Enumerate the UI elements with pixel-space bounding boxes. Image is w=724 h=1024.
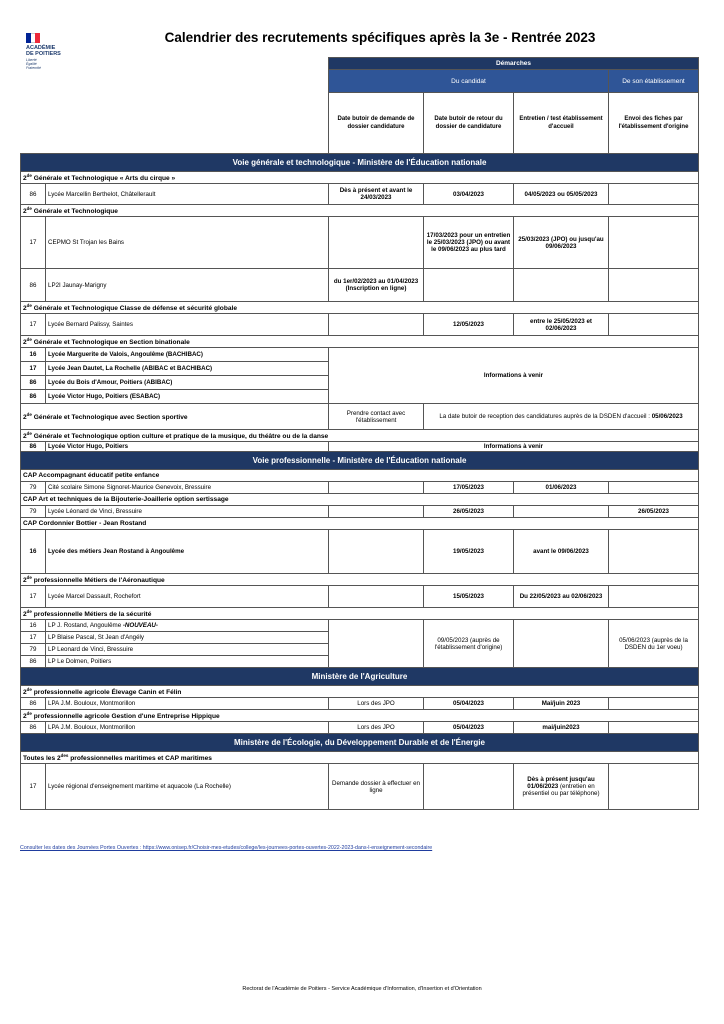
etablissement-cell: LPA J.M. Bouloux, Montmorillon — [46, 698, 329, 710]
date-retour-cell: 03/04/2023 — [424, 184, 514, 205]
category-label: Générale et Technologique Classe de défense et sécurité globale — [33, 305, 238, 313]
table-row — [21, 184, 699, 205]
date-retour-cell — [424, 269, 514, 302]
table-row — [21, 506, 699, 518]
sup-de: de — [26, 336, 32, 342]
col-envoi-fiches: Envoi des fiches par l'établissement d'origine — [609, 93, 699, 154]
date-retour-cell — [424, 764, 514, 810]
table-row — [21, 404, 699, 430]
date-retour-cell: 09/05/2023 (auprès de l'établissement d'origine) — [424, 620, 514, 668]
etablissement-cell: Lycée Bernard Palissy, Saintes — [46, 314, 329, 336]
envoi-fiches-cell — [609, 314, 699, 336]
envoi-fiches-cell: 05/06/2023 (auprès de la DSDEN du 1er voeu) — [609, 620, 699, 668]
table-row — [21, 764, 699, 810]
dept-cell: 86 — [21, 722, 46, 734]
sup-de: de — [26, 574, 32, 580]
etablissement-cell: Lycée des métiers Jean Rostand à Angoulême — [46, 530, 329, 574]
dept-cell: 79 — [21, 644, 46, 656]
table-row — [21, 722, 699, 734]
section-voie-professionnelle: Voie professionnelle - Ministère de l'Éducation nationale — [21, 452, 699, 470]
etablissement-cell: Lycée Marcel Dassault, Rochefort — [46, 586, 329, 608]
category-cap-bijouterie: CAP Art et techniques de la Bijouterie-Joaillerie option sertissage — [21, 494, 699, 506]
etablissement-cell: Lycée Victor Hugo, Poitiers — [46, 442, 329, 452]
table-row — [21, 217, 699, 269]
etablissement-cell — [46, 620, 329, 632]
etablissement-cell: Lycée Marcellin Berthelot, Châtellerault — [46, 184, 329, 205]
category-binationale: 2de Générale et Technologique en Section binationale — [21, 336, 699, 348]
category-section-sportive: 2de Générale et Technologique avec Section sportive — [21, 404, 329, 430]
sup-de: de — [26, 172, 32, 178]
dept-cell: 86 — [21, 442, 46, 452]
table-row — [21, 620, 699, 632]
etablissement-cell: Lycée régional d'enseignement maritime et aquacole (La Rochelle) — [46, 764, 329, 810]
dept-cell: 86 — [21, 656, 46, 668]
date-demande-cell: Lors des JPO — [329, 722, 424, 734]
category-elevage-canin: 2de professionnelle agricole Élevage Canin et Félin — [21, 686, 699, 698]
etablissement-cell: LPA J.M. Bouloux, Montmorillon — [46, 722, 329, 734]
category-generale-techno: 2de Générale et Technologique — [21, 205, 699, 217]
sup-de: de — [26, 302, 32, 308]
sport-date-text: La date butoir de reception des candidatures auprès de la DSDEN d'accueil : — [439, 413, 652, 420]
recruitment-table — [20, 57, 699, 810]
category-label: professionnelle agricole Gestion d'une Entreprise Hippique — [33, 713, 220, 721]
dept-cell: 86 — [21, 698, 46, 710]
table-row — [21, 314, 699, 336]
category-label: professionnelle agricole Élevage Canin et Félin — [33, 689, 182, 697]
dept-cell: 17 — [21, 586, 46, 608]
table-row — [21, 348, 699, 362]
date-demande-cell — [329, 530, 424, 574]
date-demande-cell — [329, 586, 424, 608]
date-retour-cell: 17/03/2023 pour un entretien le 25/03/2023 (JPO) ou avant le 09/06/2023 au plus tard — [424, 217, 514, 269]
footer-text: Rectorat de l'Académie de Poitiers - Service Académique d'Information, d'Insertion et d'Orientation — [242, 986, 482, 992]
entretien-cell — [514, 620, 609, 668]
entretien-cell — [514, 506, 609, 518]
envoi-fiches-cell — [609, 698, 699, 710]
logo-line1: ACADÉMIE — [26, 45, 56, 51]
category-hippique: 2de professionnelle agricole Gestion d'une Entreprise Hippique — [21, 710, 699, 722]
entretien-cell: 04/05/2023 ou 05/05/2023 — [514, 184, 609, 205]
category-label: Générale et Technologique « Arts du cirque » — [33, 175, 176, 183]
entretien-cell: Mai/juin 2023 — [514, 698, 609, 710]
date-retour-cell: 19/05/2023 — [424, 530, 514, 574]
category-label: professionnelle Métiers de la sécurité — [33, 611, 152, 619]
dept-cell: 79 — [21, 506, 46, 518]
category-musique: 2de Générale et Technologique option culture et pratique de la musique, du théâtre ou de la danse — [21, 430, 699, 442]
etablissement-cell: LP Leonard de Vinci, Bressuire — [46, 644, 329, 656]
envoi-fiches-cell — [609, 482, 699, 494]
dept-cell: 86 — [21, 184, 46, 205]
entretien-cell: 25/03/2023 (JPO) ou jusqu'au 09/06/2023 — [514, 217, 609, 269]
entretien-cell: entre le 25/05/2023 et 02/06/2023 — [514, 314, 609, 336]
informations-a-venir: Informations à venir — [329, 442, 699, 452]
page-title: Calendrier des recrutements spécifiques après la 3e - Rentrée 2023 — [164, 30, 596, 45]
date-demande-cell: Dès à présent et avant le 24/03/2023 — [329, 184, 424, 205]
entretien-cell: 01/06/2023 — [514, 482, 609, 494]
etablissement-label: LP J. Rostand, Angoulême — [48, 622, 123, 629]
category-label: Générale et Technologique option culture et pratique de la musique, du théâtre ou de la danse — [33, 433, 329, 441]
date-demande-cell — [329, 217, 424, 269]
category-cap-aepe: CAP Accompagnant éducatif petite enfance — [21, 470, 699, 482]
category-label: Générale et Technologique avec Section sportive — [33, 414, 188, 422]
dept-cell: 16 — [21, 530, 46, 574]
date-retour-cell: 05/04/2023 — [424, 722, 514, 734]
date-demande-cell: Lors des JPO — [329, 698, 424, 710]
informations-a-venir: Informations à venir — [329, 348, 699, 404]
category-aeronautique: 2de professionnelle Métiers de l'Aéronautique — [21, 574, 699, 586]
jpo-link[interactable]: Consulter les dates des Journées Portes Ouvertes : https://www.onisep.fr/Choisir-mes-etudes/college/les-journees-portes-ouvertes-2022-2023-dans-l-enseignement-secondaire — [20, 845, 433, 851]
date-demande-cell — [329, 506, 424, 518]
etablissement-cell: LP Le Dolmen, Poitiers — [46, 656, 329, 668]
entretien-cell — [514, 269, 609, 302]
category-label: Générale et Technologique — [33, 208, 118, 216]
envoi-fiches-cell — [609, 764, 699, 810]
table-row — [21, 482, 699, 494]
sup-de: de — [26, 608, 32, 614]
envoi-fiches-cell — [609, 722, 699, 734]
entretien-cell: Du 22/05/2023 au 02/06/2023 — [514, 586, 609, 608]
dept-cell: 86 — [21, 269, 46, 302]
dept-cell: 79 — [21, 482, 46, 494]
etablissement-cell: Lycée Marguerite de Valois, Angoulême (BACHIBAC) — [46, 348, 329, 362]
dept-cell: 17 — [21, 314, 46, 336]
sup-de: de — [26, 710, 32, 716]
logo-motto-3: Fraternité — [26, 66, 41, 70]
date-demande-cell — [329, 314, 424, 336]
table-row — [21, 442, 699, 452]
table-row — [21, 698, 699, 710]
sup-de: de — [26, 430, 32, 436]
category-label: professionnelle Métiers de l'Aéronautique — [33, 577, 165, 585]
date-retour-cell: 17/05/2023 — [424, 482, 514, 494]
entretien-cell — [514, 764, 609, 810]
envoi-fiches-cell — [609, 530, 699, 574]
dept-cell: 17 — [21, 362, 46, 376]
category-maritime — [21, 752, 699, 764]
table-row — [21, 586, 699, 608]
table-row — [21, 269, 699, 302]
logo-motto-2: Égalité — [26, 62, 37, 66]
date-demande-cell — [329, 482, 424, 494]
envoi-fiches-cell — [609, 217, 699, 269]
section-agriculture: Ministère de l'Agriculture — [21, 668, 699, 686]
category-cap-cordonnier: CAP Cordonnier Bottier - Jean Rostand — [21, 518, 699, 530]
entretien-date: Dès à présent jusqu'au 01/06/2023 — [527, 776, 595, 790]
envoi-fiches-cell — [609, 586, 699, 608]
sport-date-value: 05/06/2023 — [651, 413, 683, 420]
section-ecologie: Ministère de l'Écologie, du Développement Durable et de l'Énergie — [21, 734, 699, 752]
etablissement-cell: Lycée du Bois d'Amour, Poitiers (ABIBAC) — [46, 376, 329, 390]
etablissement-cell: LP2I Jaunay-Marigny — [46, 269, 329, 302]
envoi-fiches-cell — [609, 269, 699, 302]
envoi-fiches-cell — [609, 184, 699, 205]
category-label-b: professionnelles maritimes et CAP maritimes — [68, 755, 212, 763]
category-securite: 2de professionnelle Métiers de la sécurité — [21, 608, 699, 620]
category-label-a: Toutes les 2 — [23, 755, 61, 763]
entretien-cell: mai/juin2023 — [514, 722, 609, 734]
logo-motto-1: Liberté — [26, 58, 37, 62]
date-retour-cell: 15/05/2023 — [424, 586, 514, 608]
dept-cell: 16 — [21, 348, 46, 362]
date-retour-cell: 05/04/2023 — [424, 698, 514, 710]
date-demande-cell: du 1er/02/2023 au 01/04/2023 (Inscription en ligne) — [329, 269, 424, 302]
entretien-note: (entretien en présentiel ou par téléphone) — [522, 783, 600, 797]
du-candidat-header: Du candidat — [329, 70, 609, 93]
sup-des: des — [60, 752, 69, 758]
col-date-retour-dossier: Date butoir de retour du dossier de candidature — [424, 93, 514, 154]
etablissement-cell: Cité scolaire Simone Signoret-Maurice Genevoix, Bressuire — [46, 482, 329, 494]
envoi-fiches-cell: 26/05/2023 — [609, 506, 699, 518]
table-row — [21, 530, 699, 574]
nouveau-badge: -NOUVEAU- — [122, 622, 158, 629]
dept-cell: 86 — [21, 376, 46, 390]
sup-de: de — [26, 686, 32, 692]
col-date-demande-dossier: Date butoir de demande de dossier candidature — [329, 93, 424, 154]
etablissement-cell: Lycée Léonard de Vinci, Bressuire — [46, 506, 329, 518]
dept-cell: 86 — [21, 390, 46, 404]
etablissement-cell: Lycée Jean Dautet, La Rochelle (ABIBAC et BACHIBAC) — [46, 362, 329, 376]
sup-de: de — [26, 411, 32, 417]
dept-cell: 17 — [21, 764, 46, 810]
logo-line2: DE POITIERS — [26, 51, 61, 57]
etablissement-cell: Lycée Victor Hugo, Poitiers (ESABAC) — [46, 390, 329, 404]
dept-cell: 16 — [21, 620, 46, 632]
marianne-flag-icon — [26, 33, 40, 43]
etablissement-cell: CEPMO St Trojan les Bains — [46, 217, 329, 269]
sport-date-butoir — [424, 404, 699, 430]
demarches-header: Démarches — [329, 58, 699, 70]
category-arts-cirque: 2de Générale et Technologique « Arts du cirque » — [21, 172, 699, 184]
date-retour-cell: 26/05/2023 — [424, 506, 514, 518]
date-demande-cell: Demande dossier à effectuer en ligne — [329, 764, 424, 810]
date-retour-cell: 12/05/2023 — [424, 314, 514, 336]
date-demande-cell — [329, 620, 424, 668]
entretien-cell: avant le 09/06/2023 — [514, 530, 609, 574]
dept-cell: 17 — [21, 632, 46, 644]
dept-cell: 17 — [21, 217, 46, 269]
col-entretien-test: Entretien / test établissement d'accueil — [514, 93, 609, 154]
date-demande-cell: Prendre contact avec l'établissement — [329, 404, 424, 430]
sup-de: de — [26, 205, 32, 211]
section-voie-generale: Voie générale et technologique - Ministère de l'Éducation nationale — [21, 154, 699, 172]
etablissement-cell: LP Blaise Pascal, St Jean d'Angély — [46, 632, 329, 644]
category-defense: 2de Générale et Technologique Classe de défense et sécurité globale — [21, 302, 699, 314]
de-son-etablissement-header: De son établissement — [609, 70, 699, 93]
category-label: Générale et Technologique en Section binationale — [33, 339, 190, 347]
